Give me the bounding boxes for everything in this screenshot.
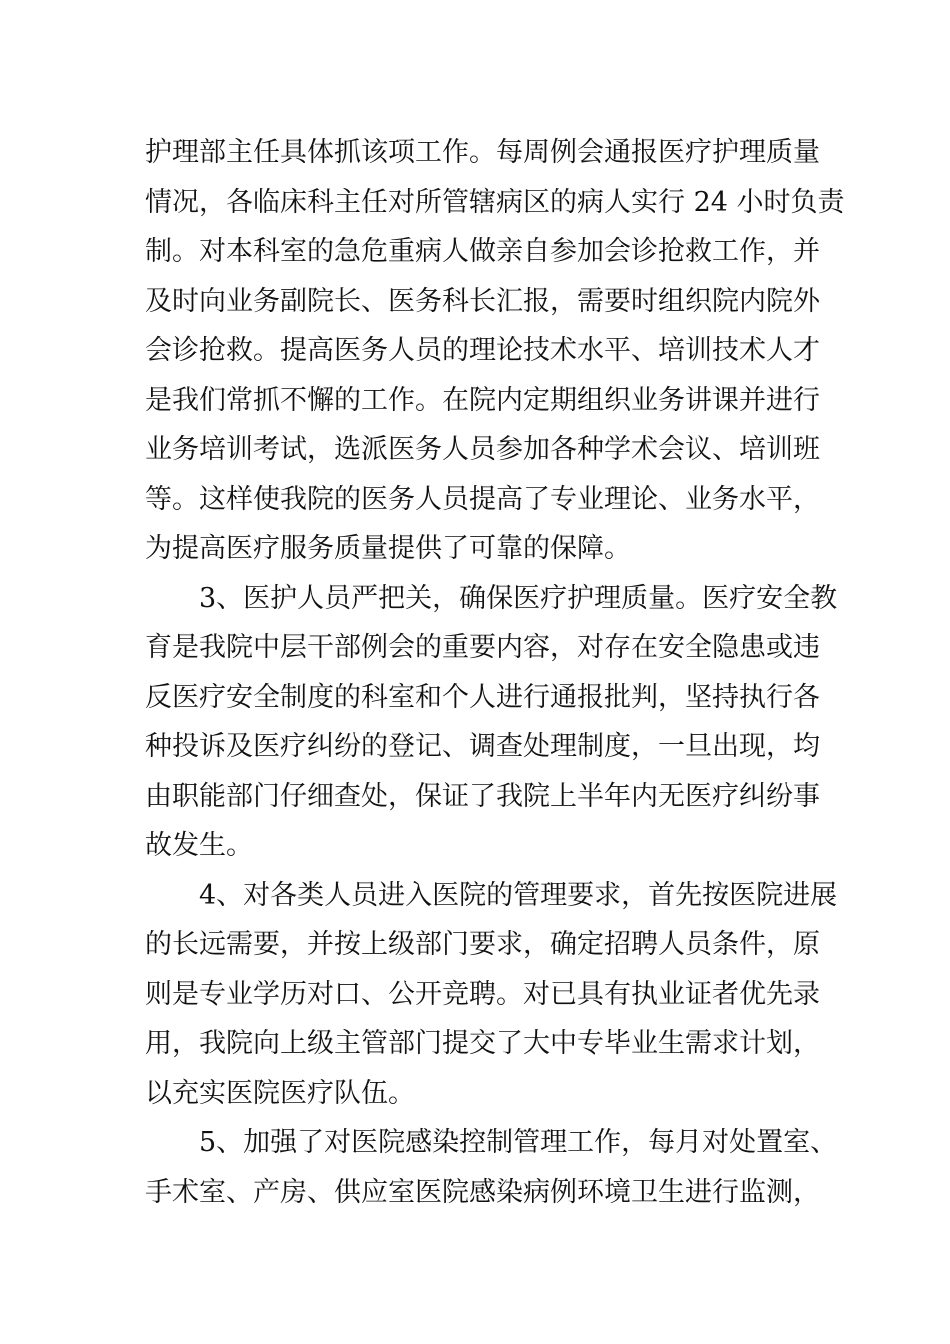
- text-line: 会诊抢救。提高医务人员的理论技术水平、培训技术人才: [145, 335, 820, 366]
- text-line: 用，我院向上级主管部门提交了大中专毕业生需求计划，: [145, 1028, 820, 1059]
- text-line: 育是我院中层干部例会的重要内容，对存在安全隐患或违: [145, 632, 820, 663]
- text-line: 3、医护人员严把关，确保医疗护理质量。医疗安全教: [199, 582, 838, 614]
- paragraph-item-4: [145, 871, 838, 1119]
- text-line: 以充实医院医疗队伍。: [145, 1077, 415, 1109]
- text-line: 由职能部门仔细查处，保证了我院上半年内无医疗纠纷事: [145, 780, 820, 812]
- text-line: 业务培训考试，选派医务人员参加各种学术会议、培训班: [145, 434, 820, 465]
- text-line: 则是专业学历对口、公开竞聘。对已具有执业证者优先录: [145, 978, 820, 1010]
- text-line: 手术室、产房、供应室医院感染病例环境卫生进行监测，: [145, 1176, 820, 1208]
- paragraph-continued: [145, 128, 845, 574]
- text-line: 5、加强了对医院感染控制管理工作，每月对处置室、: [199, 1127, 838, 1158]
- paragraph-item-3: [145, 574, 838, 871]
- text-line: 等。这样使我院的医务人员提高了专业理论、业务水平，: [145, 483, 820, 515]
- text-line: 反医疗安全制度的科室和个人进行通报批判，坚持执行各: [145, 681, 820, 713]
- text-line: 种投诉及医疗纠纷的登记、调查处理制度，一旦出现，均: [145, 731, 820, 762]
- document-body: [145, 128, 845, 1217]
- text-line: 是我们常抓不懈的工作。在院内定期组织业务讲课并进行: [145, 384, 820, 416]
- text-line: 护理部主任具体抓该项工作。每周例会通报医疗护理质量: [145, 137, 820, 168]
- text-line: 4、对各类人员进入医院的管理要求，首先按医院进展: [199, 879, 838, 911]
- text-line: 制。对本科室的急危重病人做亲自参加会诊抢救工作，并: [145, 236, 820, 267]
- text-line: 的长远需要，并按上级部门要求，确定招聘人员条件，原: [145, 929, 820, 960]
- paragraph-item-5: [145, 1118, 838, 1217]
- text-line: 为提高医疗服务质量提供了可靠的保障。: [145, 533, 631, 564]
- text-line: 故发生。: [145, 830, 253, 861]
- text-line: 及时向业务副院长、医务科长汇报，需要时组织院内院外: [145, 285, 820, 317]
- text-line: 情况，各临床科主任对所管辖病区的病人实行 24 小时负责: [145, 186, 845, 218]
